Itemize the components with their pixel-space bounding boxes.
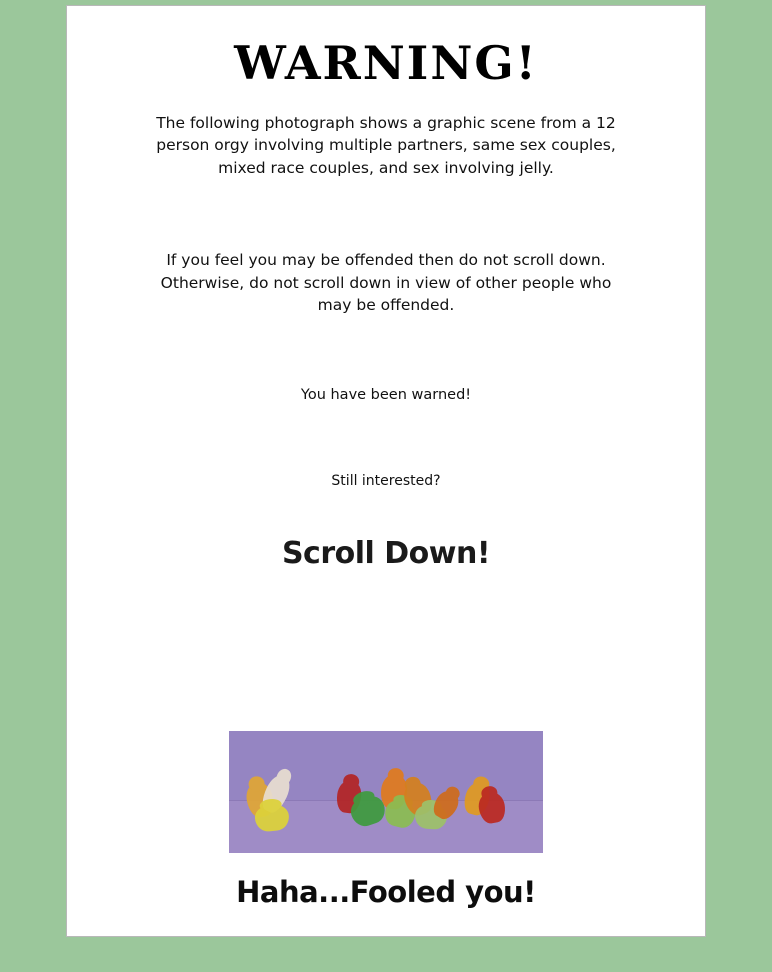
page-title: WARNING! <box>234 36 538 90</box>
document-page <box>66 5 706 937</box>
warned-statement: You have been warned! <box>300 386 472 403</box>
punchline-text: Haha...Fooled you! <box>236 875 536 910</box>
gummy-bears-photo <box>229 731 543 853</box>
scroll-down-prompt: Scroll Down! <box>281 536 491 572</box>
still-interested-question: Still interested? <box>331 472 441 489</box>
scroll-instruction-paragraph: If you feel you may be offended then do not scroll down. Otherwise, do not scroll down in view of other people who may be offended. <box>160 251 612 315</box>
photo-container <box>67 731 705 853</box>
document-content <box>67 36 705 937</box>
warning-description-paragraph: The following photograph shows a graphic scene from a 12 person orgy involving multiple partners, same sex couples, mixed race couples, and sex involving jelly. <box>156 114 616 177</box>
